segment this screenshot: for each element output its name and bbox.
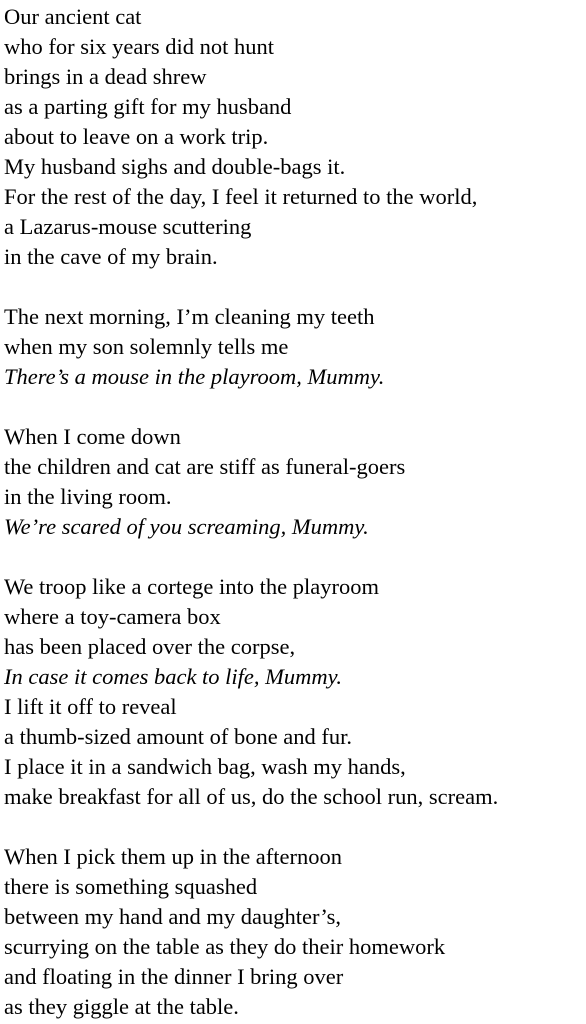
poem-stanza bbox=[4, 572, 584, 812]
poem-line: We troop like a cortege into the playroom bbox=[4, 574, 379, 599]
poem-line: a Lazarus-mouse scuttering bbox=[4, 214, 252, 239]
poem-line: has been placed over the corpse, bbox=[4, 634, 296, 659]
poem-line: make breakfast for all of us, do the school run, scream. bbox=[4, 784, 499, 809]
poem-line: and floating in the dinner I bring over bbox=[4, 964, 344, 989]
poem-line: For the rest of the day, I feel it returned to the world, bbox=[4, 184, 478, 209]
poem-line: I place it in a sandwich bag, wash my hands, bbox=[4, 754, 406, 779]
stanza-break bbox=[4, 272, 584, 302]
poem-line: when my son solemnly tells me bbox=[4, 334, 289, 359]
poem-line: there is something squashed bbox=[4, 874, 258, 899]
poem-line: scurrying on the table as they do their homework bbox=[4, 934, 446, 959]
poem-line-italic: We’re scared of you screaming, Mummy. bbox=[4, 514, 369, 539]
poem-line: I lift it off to reveal bbox=[4, 694, 177, 719]
poem-stanza bbox=[4, 842, 584, 1022]
poem-line: Our ancient cat bbox=[4, 4, 142, 29]
poem-line: My husband sighs and double-bags it. bbox=[4, 154, 346, 179]
poem-line: The next morning, I’m cleaning my teeth bbox=[4, 304, 375, 329]
poem-line: between my hand and my daughter’s, bbox=[4, 904, 341, 929]
poem-line-italic: There’s a mouse in the playroom, Mummy. bbox=[4, 364, 385, 389]
stanza-break bbox=[4, 392, 584, 422]
stanza-break bbox=[4, 542, 584, 572]
poem-line: When I pick them up in the afternoon bbox=[4, 844, 343, 869]
poem-stanza bbox=[4, 2, 584, 272]
poem-stanza bbox=[4, 422, 584, 542]
poem-line: as a parting gift for my husband bbox=[4, 94, 292, 119]
poem-line: in the living room. bbox=[4, 484, 172, 509]
poem-line: brings in a dead shrew bbox=[4, 64, 207, 89]
poem-line: a thumb-sized amount of bone and fur. bbox=[4, 724, 353, 749]
poem-line: When I come down bbox=[4, 424, 181, 449]
poem-line: as they giggle at the table. bbox=[4, 994, 239, 1019]
poem-line: who for six years did not hunt bbox=[4, 34, 274, 59]
stanza-break bbox=[4, 812, 584, 842]
poem-line: about to leave on a work trip. bbox=[4, 124, 269, 149]
poem-line: in the cave of my brain. bbox=[4, 244, 218, 269]
poem-line-italic: In case it comes back to life, Mummy. bbox=[4, 664, 343, 689]
poem-line: where a toy-camera box bbox=[4, 604, 221, 629]
poem-text bbox=[4, 2, 584, 1022]
poem-stanza bbox=[4, 302, 584, 392]
poem-line: the children and cat are stiff as funeral-goers bbox=[4, 454, 406, 479]
